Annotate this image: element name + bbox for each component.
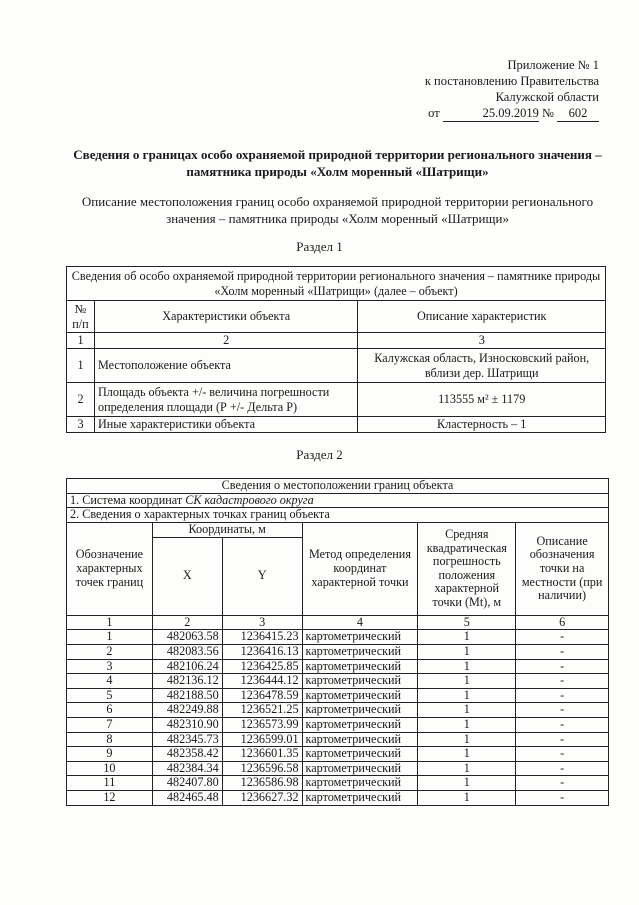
accuracy: 1 [418, 703, 516, 718]
document-subtitle: Описание местоположения границ особо охраняемой природной территории регионального значения – памятника природы «Холм моренный «Шатрищи» [81, 194, 594, 226]
coord-x: 482249.88 [152, 703, 222, 718]
point-id: 1 [67, 630, 153, 645]
accuracy: 1 [418, 630, 516, 645]
col-num: 2 [94, 333, 358, 349]
coord-y: 1236573.99 [222, 717, 302, 732]
accuracy: 1 [418, 717, 516, 732]
accuracy: 1 [418, 688, 516, 703]
coord-y: 1236444.12 [222, 674, 302, 689]
table-row [67, 630, 609, 645]
table-row [67, 417, 606, 433]
col-num: 3 [358, 333, 606, 349]
column-number-row [67, 615, 609, 630]
table-header-row [67, 301, 606, 333]
row-value: 113555 м² ± 1179 [358, 383, 606, 417]
point-description: - [516, 776, 609, 791]
points-section-label: 2. Сведения о характерных точках границ объекта [67, 508, 609, 523]
coordinate-system-row [67, 493, 609, 508]
section-1-label: Раздел 1 [296, 239, 343, 254]
table-caption-row [67, 267, 606, 301]
header-description: Описание обозначения точки на местности (при наличии) [516, 522, 609, 615]
point-id: 6 [67, 703, 153, 718]
col-num: 5 [418, 615, 516, 630]
row-characteristic: Площадь объекта +/- величина погрешности определения площади (Р +/- Дельта Р) [94, 383, 358, 417]
col-num: 3 [222, 615, 302, 630]
coord-x: 482345.73 [152, 732, 222, 747]
method: картометрический [302, 732, 418, 747]
table-row [67, 659, 609, 674]
header-method: Метод определения координат характерной точки [302, 522, 418, 615]
method: картометрический [302, 659, 418, 674]
row-number: 3 [67, 417, 95, 433]
accuracy: 1 [418, 732, 516, 747]
point-description: - [516, 761, 609, 776]
point-description: - [516, 703, 609, 718]
table-row [67, 674, 609, 689]
coord-x: 482358.42 [152, 747, 222, 762]
col-num: 2 [152, 615, 222, 630]
date-prefix: от [428, 106, 440, 120]
table-row [67, 703, 609, 718]
header-accuracy: Средняя квадратическая погрешность положения характерной точки (Mt), м [418, 522, 516, 615]
points-body [67, 630, 609, 805]
coord-x: 482106.24 [152, 659, 222, 674]
point-id: 3 [67, 659, 153, 674]
point-description: - [516, 732, 609, 747]
point-description: - [516, 688, 609, 703]
row-characteristic: Местоположение объекта [94, 349, 358, 383]
table-caption-row [67, 479, 609, 494]
row-number: 1 [67, 349, 95, 383]
table-row [67, 732, 609, 747]
column-number-row [67, 333, 606, 349]
point-description: - [516, 717, 609, 732]
point-id: 11 [67, 776, 153, 791]
coord-x: 482465.48 [152, 790, 222, 805]
point-description: - [516, 644, 609, 659]
header-coordinates: Координаты, м [152, 522, 302, 537]
coordinate-system-name: СК кадастрового округа [185, 492, 314, 507]
table-row [67, 349, 606, 383]
header-characteristic: Характеристики объекта [94, 301, 358, 333]
coord-y: 1236627.32 [222, 790, 302, 805]
coord-y: 1236425.85 [222, 659, 302, 674]
method: картометрический [302, 761, 418, 776]
coordinate-system-label: 1. Система координат [70, 492, 183, 507]
table-row [67, 688, 609, 703]
coord-y: 1236599.01 [222, 732, 302, 747]
point-description: - [516, 674, 609, 689]
appendix-block [425, 57, 599, 122]
table-row [67, 383, 606, 417]
section-2-label: Раздел 2 [296, 447, 343, 462]
method: картометрический [302, 717, 418, 732]
method: картометрический [302, 644, 418, 659]
row-value: Кластерность – 1 [358, 417, 606, 433]
coord-y: 1236521.25 [222, 703, 302, 718]
boundary-points-table [66, 478, 609, 806]
method: картометрический [302, 790, 418, 805]
coordinate-system [67, 493, 609, 508]
point-description: - [516, 790, 609, 805]
appendix-line-2: к постановлению Правительства [424, 74, 599, 88]
coord-y: 1236478.59 [222, 688, 302, 703]
point-id: 8 [67, 732, 153, 747]
object-table-caption: Сведения об особо охраняемой природной территории регионального значения – памятнике природы «Холм моренный «Шатрищи» (далее – объект) [67, 267, 606, 301]
boundary-table-caption: Сведения о местоположении границ объекта [67, 479, 609, 494]
row-number: 2 [67, 383, 95, 417]
header-point: Обозначение характерных точек границ [67, 522, 153, 615]
coord-y: 1236596.58 [222, 761, 302, 776]
col-num: 4 [302, 615, 418, 630]
header-x: X [152, 537, 222, 615]
points-header-row [67, 508, 609, 523]
coord-x: 482407.80 [152, 776, 222, 791]
method: картометрический [302, 703, 418, 718]
table-row [67, 747, 609, 762]
col-num: 1 [67, 615, 153, 630]
accuracy: 1 [418, 790, 516, 805]
appendix-line-1: Приложение № 1 [507, 58, 599, 72]
coord-y: 1236586.98 [222, 776, 302, 791]
method: картометрический [302, 776, 418, 791]
method: картометрический [302, 630, 418, 645]
coord-y: 1236601.35 [222, 747, 302, 762]
point-id: 9 [67, 747, 153, 762]
accuracy: 1 [418, 776, 516, 791]
accuracy: 1 [418, 761, 516, 776]
coord-x: 482384.34 [152, 761, 222, 776]
coord-y: 1236415.23 [222, 630, 302, 645]
table-row [67, 790, 609, 805]
header-y: Y [222, 537, 302, 615]
point-id: 4 [67, 674, 153, 689]
coord-x: 482063.58 [152, 630, 222, 645]
header-number: № п/п [67, 301, 95, 333]
table-row [67, 644, 609, 659]
number-prefix: № [541, 106, 554, 120]
col-num: 1 [67, 333, 95, 349]
coord-x: 482136.12 [152, 674, 222, 689]
point-id: 10 [67, 761, 153, 776]
appendix-line-3: Калужской области [495, 90, 599, 104]
point-description: - [516, 630, 609, 645]
table-row [67, 776, 609, 791]
object-info-table [66, 266, 606, 433]
accuracy: 1 [418, 659, 516, 674]
coord-x: 482188.50 [152, 688, 222, 703]
document-title: Сведения о границах особо охраняемой природной территории регионального значения – памятника природы «Холм моренный «Шатрищи» [73, 147, 602, 179]
coord-y: 1236416.13 [222, 644, 302, 659]
accuracy: 1 [418, 644, 516, 659]
method: картометрический [302, 747, 418, 762]
accuracy: 1 [418, 747, 516, 762]
table-header-row [67, 522, 609, 537]
point-id: 12 [67, 790, 153, 805]
header-description: Описание характеристик [358, 301, 606, 333]
coord-x: 482310.90 [152, 717, 222, 732]
coord-x: 482083.56 [152, 644, 222, 659]
point-id: 2 [67, 644, 153, 659]
point-id: 7 [67, 717, 153, 732]
accuracy: 1 [418, 674, 516, 689]
method: картометрический [302, 674, 418, 689]
col-num: 6 [516, 615, 609, 630]
point-description: - [516, 747, 609, 762]
table-row [67, 717, 609, 732]
table-row [67, 761, 609, 776]
appendix-date-line [425, 105, 599, 122]
point-id: 5 [67, 688, 153, 703]
method: картометрический [302, 688, 418, 703]
row-characteristic: Иные характеристики объекта [94, 417, 358, 433]
row-value: Калужская область, Износковский район, вблизи дер. Шатрищи [358, 349, 606, 383]
decree-date: 25.09.2019 [443, 105, 539, 122]
decree-number: 602 [557, 105, 599, 122]
point-description: - [516, 659, 609, 674]
